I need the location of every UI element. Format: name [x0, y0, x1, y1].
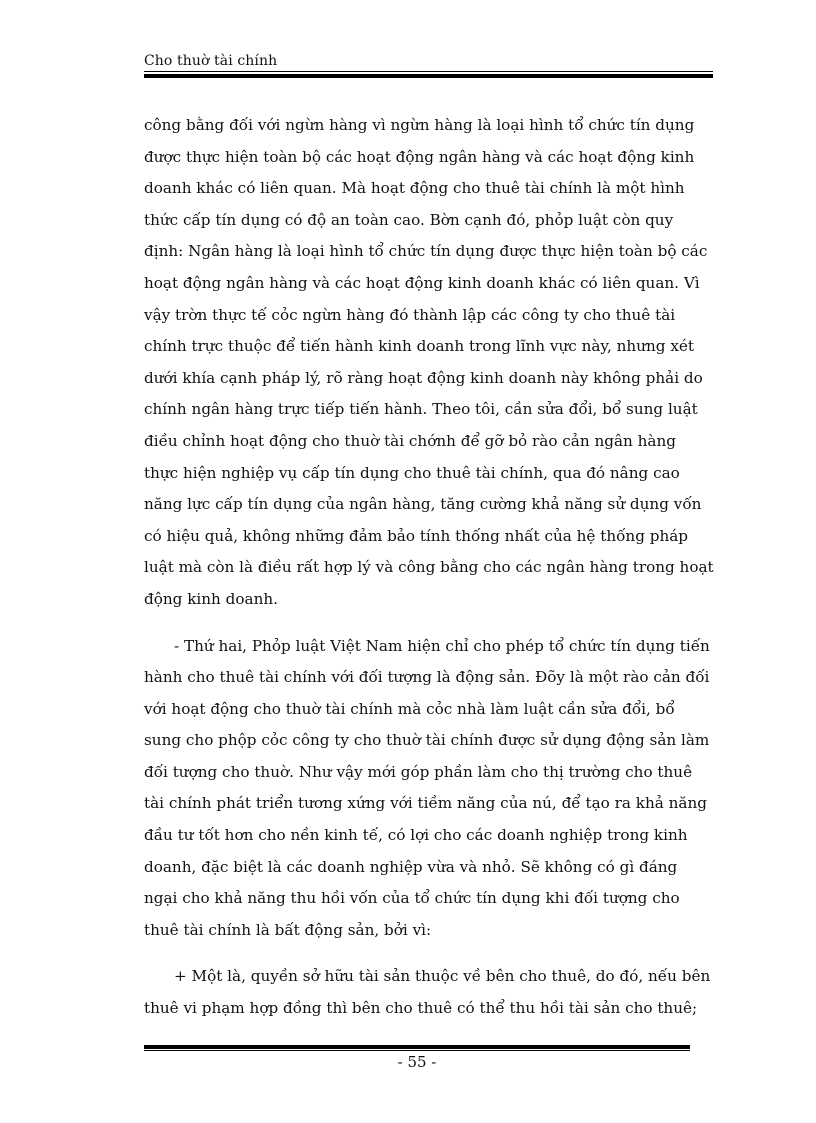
header-rule-thin	[144, 71, 713, 72]
body-text	[144, 110, 714, 1040]
paragraph-second-point: - Thứ hai, Phỏp luật Việt Nam hiện chỉ cho phép tổ chức tín dụng tiến hành cho thuê tài chính với đối tượng là động sản. Đõy là một rào cản đối với hoạt động cho thuờ tài chính mà cỏc nhà làm luật cần sửa đổi, bổ sung cho phộp cỏc công ty cho thuờ tài chính được sử dụng động sản làm đối tượng cho thuờ. Như vậy mới góp phần làm cho thị trường cho thuê tài chính phát triển tương xứng với tiềm năng của nú, để tạo ra khả năng đầu tư tốt hơn cho nền kinh tế, có lợi cho các doanh nghiệp trong kinh doanh, đặc biệt là các doanh nghiệp vừa và nhỏ. Sẽ không có gì đáng ngại cho khả năng thu hồi vốn của tổ chức tín dụng khi đối tượng cho thuê tài chính là bất động sản, bởi vì:	[144, 636, 710, 939]
footer-rule-thin	[144, 1050, 690, 1051]
paragraph-continuation: công bằng đối với ngừn hàng vì ngừn hàng là loại hình tổ chức tín dụng được thực hiện toàn bộ các hoạt động ngân hàng và các hoạt động kinh doanh khác có liên quan. Mà hoạt động cho thuê tài chính là một hình thức cấp tín dụng có độ an toàn cao. Bờn cạnh đó, phỏp luật còn quy định: Ngân hàng là loại hình tổ chức tín dụng được thực hiện toàn bộ các hoạt động ngân hàng và các hoạt động kinh doanh khác có liên quan. Vì vậy trờn thực tế cỏc ngừn hàng đó thành lập các công ty cho thuê tài chính trực thuộc để tiến hành kinh doanh trong lĩnh vực này, nhưng xét dưới khía cạnh pháp lý, rõ ràng hoạt động kinh doanh này không phải do chính ngân hàng trực tiếp tiến hành. Theo tôi, cần sửa đổi, bổ sung luật điều chỉnh hoạt động cho thuờ tài chớnh để gỡ bỏ rào cản ngân hàng thực hiện nghiệp vụ cấp tín dụng cho thuê tài chính, qua đó nâng cao năng lực cấp tín dụng của ngân hàng, tăng cường khả năng sử dụng vốn có hiệu quả, không những đảm bảo tính thống nhất của hệ thống pháp luật mà còn là điều rất hợp lý và công bằng cho các ngân hàng trong hoạt động kinh doanh.	[144, 116, 714, 608]
header-rule-thick	[144, 74, 713, 78]
running-header-title: Cho thuờ tài chính	[144, 53, 278, 69]
footer-rule-thick	[144, 1045, 690, 1049]
page-number: - 55 -	[397, 1053, 437, 1071]
paragraph-first-reason: + Một là, quyền sở hữu tài sản thuộc về bên cho thuê, do đó, nếu bên thuê vi phạm hợp đồng thì bên cho thuê có thể thu hồi tài sản cho thuê;	[144, 967, 711, 1018]
